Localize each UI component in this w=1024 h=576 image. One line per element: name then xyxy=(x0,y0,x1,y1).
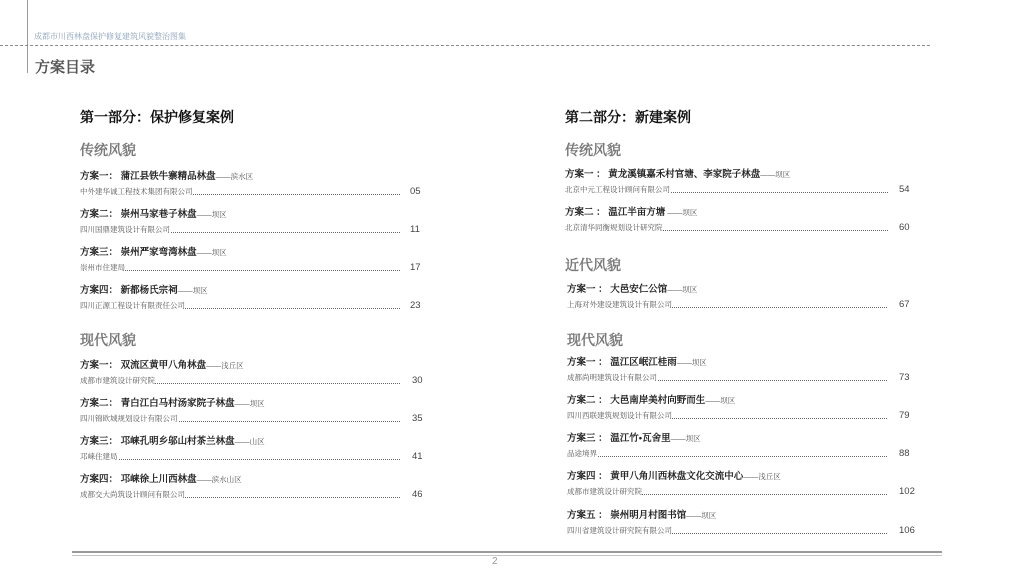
toc-entry[interactable] xyxy=(80,284,430,312)
entry-title xyxy=(567,356,919,369)
entry-name: 温江半亩方塘 xyxy=(608,207,666,218)
entry-title xyxy=(80,473,432,486)
part-one-title: 第一部分：保护修复案例 xyxy=(80,109,234,125)
entry-name: 大邑安仁公馆 xyxy=(610,284,668,295)
toc-entry[interactable] xyxy=(80,170,430,198)
entry-page: 23 xyxy=(410,300,421,311)
entry-detail xyxy=(567,371,919,384)
entry-title xyxy=(567,394,919,407)
entry-firm: 成都交大尚筑设计顾问有限公司 xyxy=(80,490,185,499)
entry-name: 新都杨氏宗祠 xyxy=(120,285,178,296)
entry-page: 79 xyxy=(899,410,910,421)
toc-entry[interactable] xyxy=(567,394,919,422)
header-vertical-rule xyxy=(27,0,28,73)
entry-page: 67 xyxy=(899,299,910,310)
entry-name: 蒲江县铁牛寨精品林盘 xyxy=(120,171,216,182)
entry-title xyxy=(567,509,919,522)
entry-page: 17 xyxy=(410,262,421,273)
entry-name: 大邑南岸美村向野而生 xyxy=(610,395,706,406)
page-number: 2 xyxy=(492,556,498,567)
toc-entry[interactable] xyxy=(80,397,432,425)
entry-title xyxy=(565,206,919,219)
entry-name: 邛崃孔明乡邬山村茶兰林盘 xyxy=(120,436,235,447)
entry-detail xyxy=(80,488,432,501)
entry-detail xyxy=(80,299,430,312)
part1-modern-heading: 现代风貌 xyxy=(80,332,136,348)
part-two-title: 第二部分：新建案例 xyxy=(565,109,691,125)
entry-detail xyxy=(567,485,919,498)
entry-name: 邛崃徐上川西林盘 xyxy=(120,474,197,485)
toc-entry[interactable] xyxy=(80,473,432,501)
entry-page: 35 xyxy=(412,413,423,424)
entry-label: 方案一 ： xyxy=(567,284,608,295)
entry-name: 崇州明月村图书馆 xyxy=(610,510,687,521)
entry-location: ——浅丘区 xyxy=(743,472,781,481)
toc-entry[interactable] xyxy=(567,509,919,537)
toc-entry[interactable] xyxy=(567,283,919,311)
entry-firm: 成都尚明建筑设计有限公司 xyxy=(567,373,657,382)
toc-entry[interactable] xyxy=(565,168,919,196)
entry-location: ——坝区 xyxy=(667,285,698,294)
entry-label: 方案一 ： xyxy=(565,169,606,180)
entry-detail xyxy=(80,223,430,236)
entry-firm: 四川锦欧城规划设计有限公司 xyxy=(80,414,178,423)
entry-label: 方案三： xyxy=(80,436,119,447)
entry-detail xyxy=(80,412,432,425)
entry-name: 崇州马家巷子林盘 xyxy=(120,209,197,220)
entry-title xyxy=(80,246,430,259)
entry-title xyxy=(80,208,430,221)
entry-location: ——坝区 xyxy=(196,210,227,219)
entry-label: 方案二： xyxy=(80,398,119,409)
leader-dots xyxy=(567,456,887,457)
entry-firm: 四川正源工程设计有限责任公司 xyxy=(80,301,185,310)
entry-firm: 北京清华同衡规划设计研究院 xyxy=(565,223,663,232)
entry-label: 方案二 ： xyxy=(565,207,606,218)
entry-label: 方案二 ： xyxy=(567,395,608,406)
entry-location: ——坝区 xyxy=(676,358,707,367)
entry-label: 方案五 ： xyxy=(567,510,608,521)
entry-location: ——坝区 xyxy=(665,208,698,217)
part2-traditional-heading: 传统风貌 xyxy=(565,142,621,158)
toc-entry[interactable] xyxy=(80,246,430,274)
entry-page: 106 xyxy=(899,525,915,536)
entry-label: 方案三 ： xyxy=(567,433,608,444)
entry-firm: 成都市建筑设计研究院 xyxy=(567,487,642,496)
entry-detail xyxy=(567,447,919,460)
entry-location: ——坝区 xyxy=(760,170,791,179)
toc-entry[interactable] xyxy=(567,470,919,498)
entry-location: ——坝区 xyxy=(177,286,208,295)
entry-location: ——坝区 xyxy=(686,511,717,520)
entry-name: 温江区岷江桂雨 xyxy=(610,357,677,368)
entry-label: 方案一： xyxy=(80,360,119,371)
leader-dots xyxy=(80,459,400,460)
part2-early-modern-heading: 近代风貌 xyxy=(565,257,621,273)
entry-detail xyxy=(565,221,919,234)
entry-firm: 四川西联建筑规划设计有限公司 xyxy=(567,411,672,420)
header-dashed-divider xyxy=(0,45,930,46)
entry-firm: 北京中元工程设计顾问有限公司 xyxy=(565,185,670,194)
toc-entry[interactable] xyxy=(80,359,432,387)
entry-title xyxy=(565,168,919,181)
footer-rule-thin xyxy=(72,555,942,556)
entry-location: ——滨水区 xyxy=(215,172,254,181)
entry-detail xyxy=(80,374,432,387)
entry-page: 60 xyxy=(899,222,910,233)
entry-label: 方案四： xyxy=(80,285,119,296)
entry-title xyxy=(80,284,430,297)
entry-label: 方案一 ： xyxy=(567,357,608,368)
entry-page: 46 xyxy=(412,489,423,500)
entry-firm: 崇州市住建局 xyxy=(80,263,125,272)
toc-entry[interactable] xyxy=(80,208,430,236)
entry-page: 05 xyxy=(410,186,421,197)
entry-label: 方案二： xyxy=(80,209,119,220)
entry-location: ——滨水山区 xyxy=(196,475,242,484)
part2-modern-heading: 现代风貌 xyxy=(567,332,623,348)
entry-name: 双流区黄甲八角林盘 xyxy=(120,360,207,371)
toc-entry[interactable] xyxy=(567,356,919,384)
document-title: 成都市川西林盘保护修复建筑风貌整治图集 xyxy=(34,32,186,41)
entry-firm: 四川国鼎建筑设计有限公司 xyxy=(80,225,170,234)
entry-detail xyxy=(567,524,919,537)
entry-page: 73 xyxy=(899,372,910,383)
entry-label: 方案一： xyxy=(80,171,119,182)
part1-traditional-heading: 传统风貌 xyxy=(80,142,136,158)
entry-name: 温江竹•瓦舍里 xyxy=(610,433,671,444)
entry-name: 黄甲八角川西林盘文化交流中心 xyxy=(610,471,744,482)
entry-title xyxy=(80,435,432,448)
entry-name: 青白江白马村汤家院子林盘 xyxy=(120,398,235,409)
entry-title xyxy=(80,397,432,410)
entry-title xyxy=(567,470,919,483)
leader-dots xyxy=(80,270,400,271)
page-title: 方案目录 xyxy=(35,59,96,76)
entry-detail xyxy=(567,409,919,422)
entry-location: ——坝区 xyxy=(670,434,701,443)
entry-page: 54 xyxy=(899,184,910,195)
entry-page: 11 xyxy=(410,224,420,235)
entry-location: ——山区 xyxy=(234,437,265,446)
entry-firm: 上海对外建设建筑设计有限公司 xyxy=(567,300,672,309)
footer-rule xyxy=(72,551,942,553)
entry-location: ——浅丘区 xyxy=(206,361,244,370)
entry-page: 30 xyxy=(412,375,423,386)
entry-firm: 四川省建筑设计研究院有限公司 xyxy=(567,526,672,535)
entry-page: 88 xyxy=(899,448,910,459)
entry-label: 方案四 ： xyxy=(567,471,608,482)
entry-label: 方案三： xyxy=(80,247,119,258)
entry-page: 102 xyxy=(899,486,915,497)
entry-title xyxy=(567,283,919,296)
entry-location: ——坝区 xyxy=(234,399,265,408)
entry-name: 黄龙溪镇嘉禾村官塘、李家院子林盘 xyxy=(608,169,761,180)
entry-firm: 邛崃住建局 xyxy=(80,452,118,461)
toc-entry[interactable] xyxy=(567,432,919,460)
entry-title xyxy=(80,170,430,183)
entry-detail xyxy=(567,298,919,311)
toc-entry[interactable] xyxy=(565,206,919,234)
entry-title xyxy=(80,359,432,372)
entry-title xyxy=(567,432,919,445)
entry-name: 崇州严家弯湾林盘 xyxy=(120,247,197,258)
entry-firm: 成都市建筑设计研究院 xyxy=(80,376,155,385)
toc-entry[interactable] xyxy=(80,435,432,463)
entry-detail xyxy=(565,183,919,196)
entry-location: ——坝区 xyxy=(705,396,736,405)
entry-detail xyxy=(80,450,432,463)
entry-page: 41 xyxy=(412,451,423,462)
entry-label: 方案四： xyxy=(80,474,119,485)
entry-location: ——坝区 xyxy=(196,248,227,257)
entry-firm: 品途境界 xyxy=(567,449,597,458)
entry-detail xyxy=(80,185,430,198)
entry-firm: 中外建华诚工程技术集团有限公司 xyxy=(80,187,193,196)
entry-detail xyxy=(80,261,430,274)
